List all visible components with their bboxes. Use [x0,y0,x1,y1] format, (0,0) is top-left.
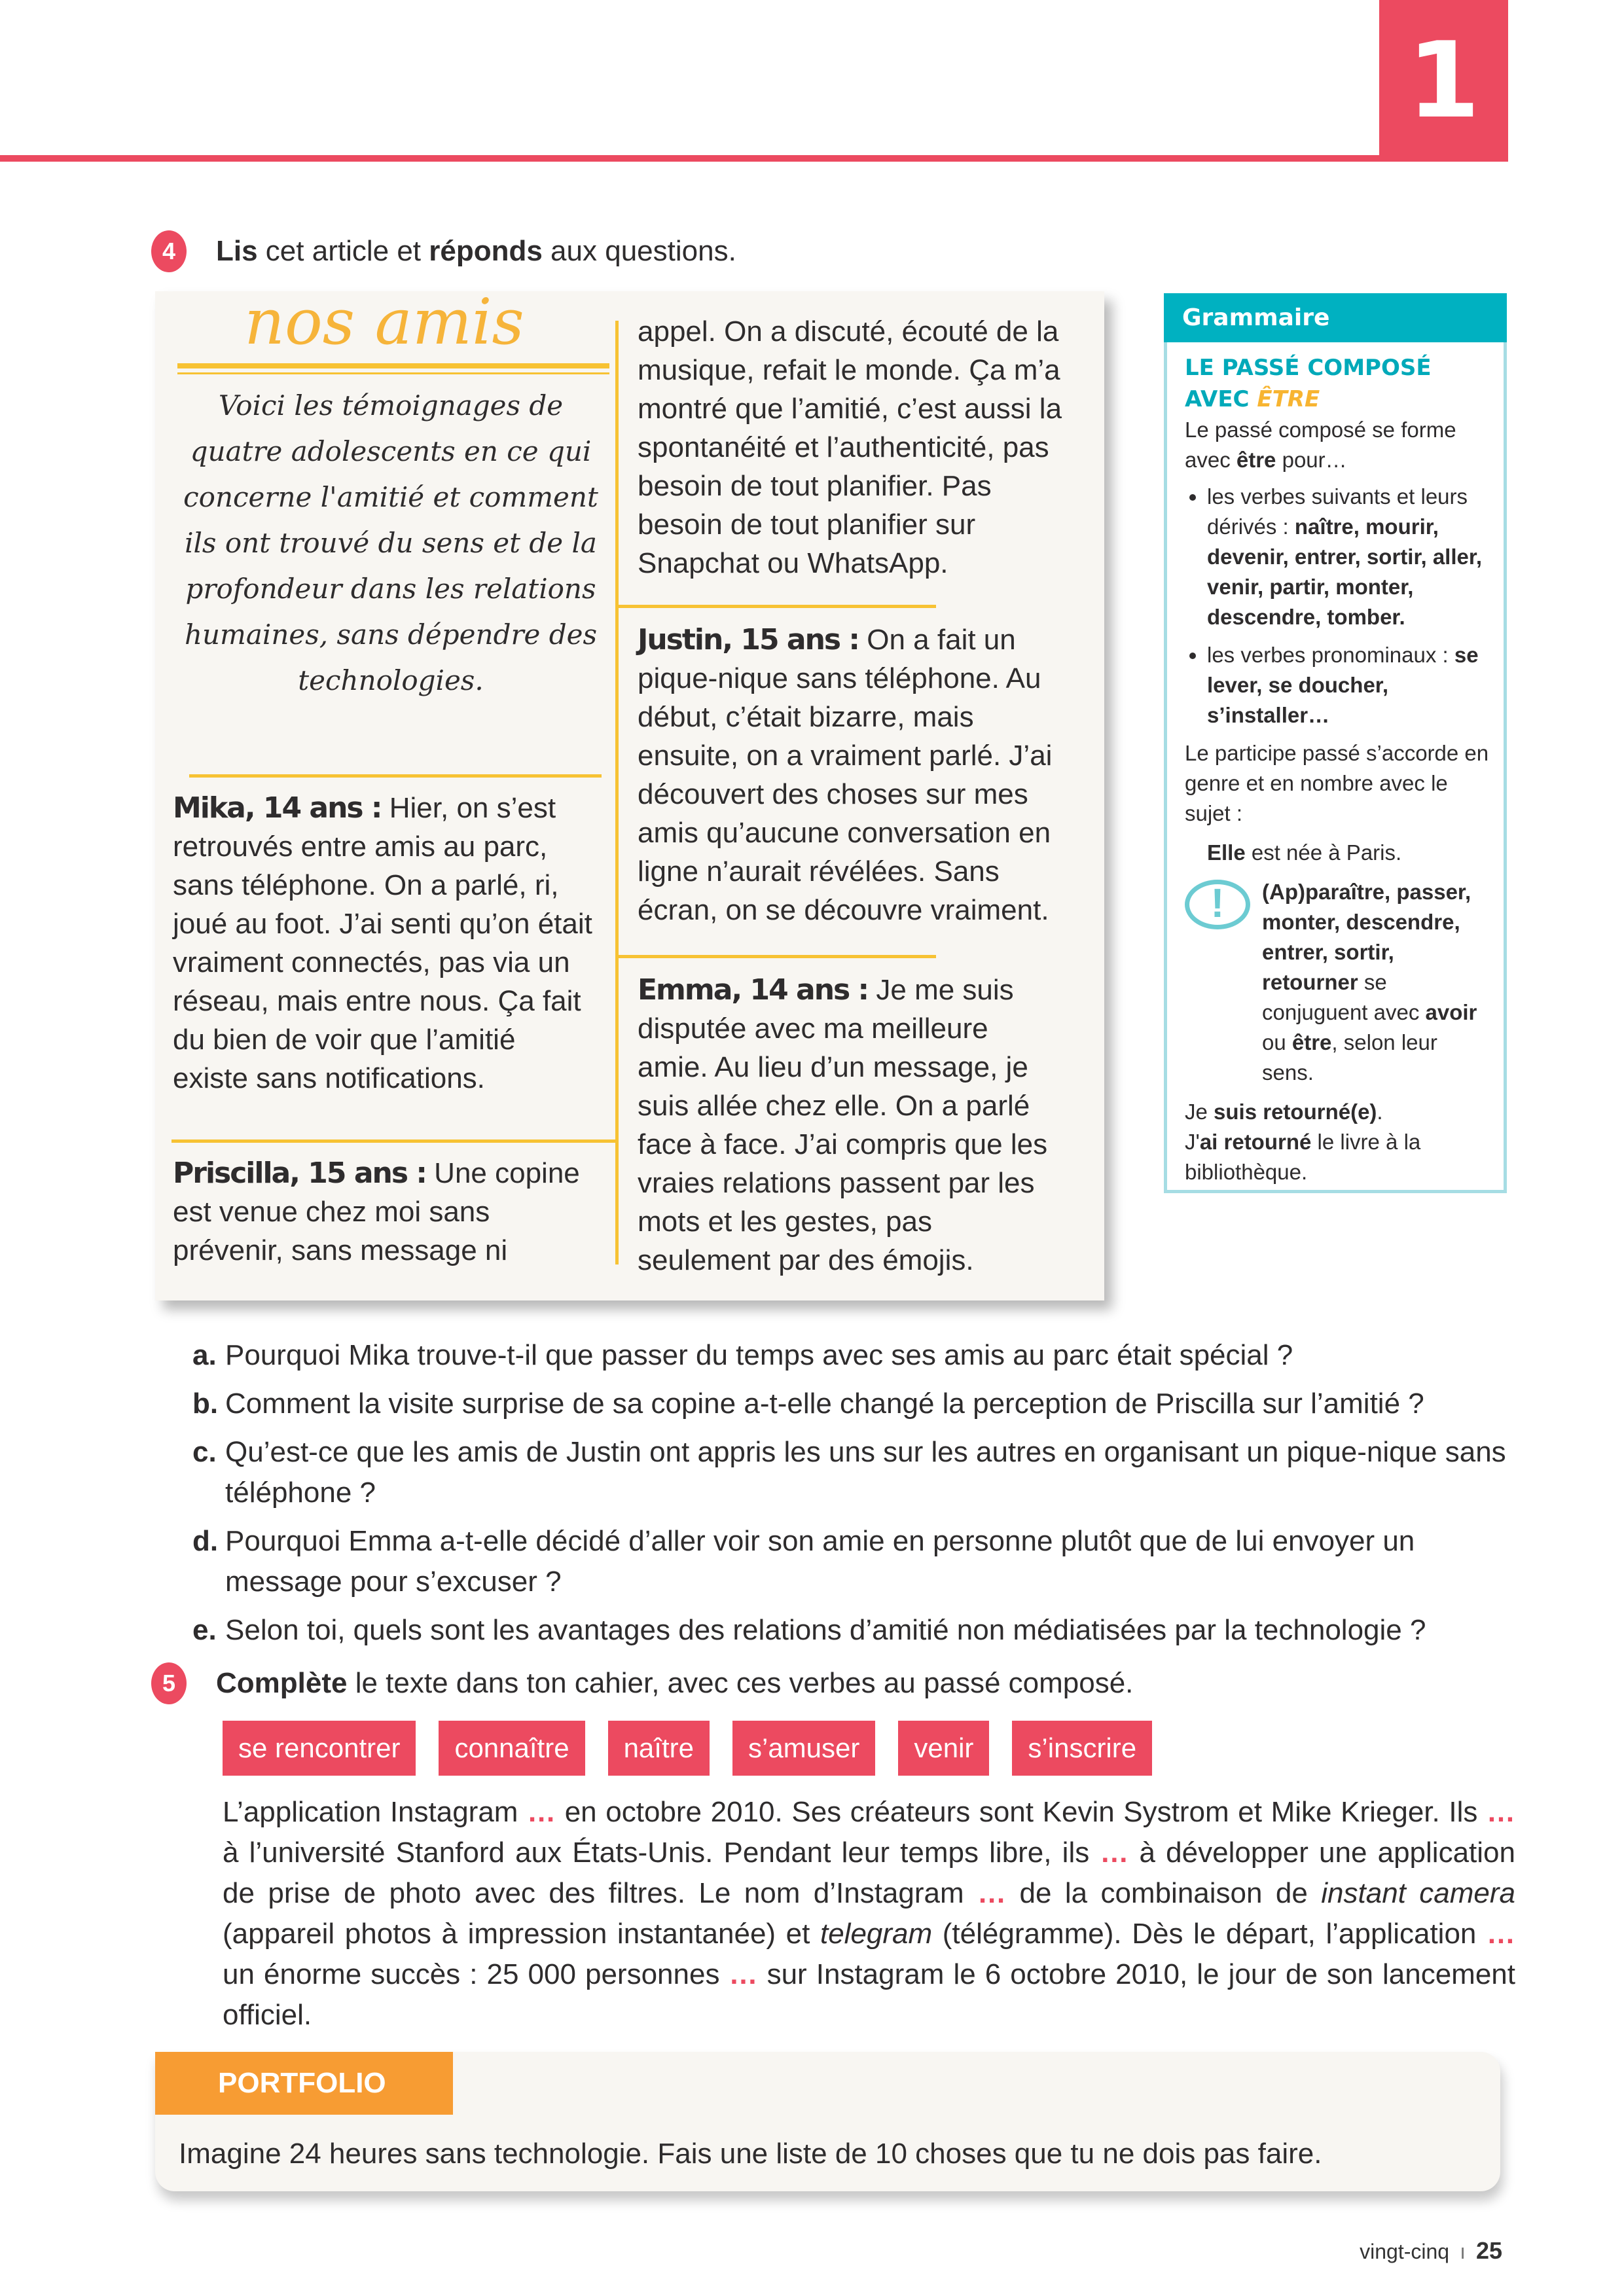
example-subject: Elle [1207,840,1246,865]
verb-bank [223,1721,1152,1776]
question-text: Pourquoi Mika trouve-t-il que passer du temps avec ses amis au parc était spécial ? [225,1339,1293,1371]
article-title: nos amis [244,285,524,359]
exercise-number: 5 [162,1670,176,1696]
cloze-text [223,1792,1515,2036]
warning-ou: ou [1262,1030,1292,1054]
speaker-name: Priscilla, 15 ans : [173,1157,426,1190]
example-text: Je [1185,1100,1214,1124]
verb-chip: s’amuser [732,1721,875,1776]
example-text: J' [1185,1130,1200,1154]
article-intro: Voici les témoignages de quatre adolescents en ce qui concerne l'amitié et comment ils ont trouvé du sens et de la profondeur dans les relations humaines, sans dépendre des technologies. [183,389,598,696]
testimony-text: On a fait un pique-nique sans téléphone. Au début, c’était bizarre, mais ensuite, on a vraiment parlé. J’ai découvert des choses sur mes amis qu’aucune conversation en ligne n’aurait révélées. Sans écran, on se découvre vraiment. [638,624,1053,926]
column-divider [615,321,619,1265]
exclamation-circle-icon: ! [1185,880,1250,929]
grammar-body [1185,352,1492,1187]
grammar-text: les verbes suivants et leurs dérivés : [1207,484,1468,539]
question-item [192,1610,1528,1651]
testimony-divider [171,1139,615,1143]
grammar-text: Le passé composé se forme avec [1185,418,1456,472]
grammar-rule-item [1207,640,1492,730]
cloze-blank: … [527,1796,556,1828]
cloze-segment: de la combinaison de [1006,1877,1322,1909]
grammar-title-line1: LE PASSÉ COMPOSÉ [1185,355,1432,381]
grammar-bold: être [1236,448,1276,472]
cloze-italic: telegram [820,1918,933,1950]
grammar-title-line2: AVEC [1185,386,1257,412]
verb-chip: naître [608,1721,710,1776]
grammar-verbs: se lever, se doucher, s’installer… [1207,643,1479,727]
question-letter: a. [192,1339,217,1371]
exercise-4-instruction [216,237,736,266]
page-number-words: vingt-cinq [1360,2240,1450,2263]
page-number: 25 [1475,2237,1502,2264]
testimony-mika [173,789,598,1098]
question-item [192,1432,1528,1513]
grammar-title [1185,352,1492,415]
grammar-header: Grammaire [1164,293,1507,342]
grammar-rule-list [1185,482,1492,730]
testimony-divider [619,955,936,958]
verb-chip: venir [898,1721,989,1776]
instruction-text: le texte dans ton cahier, avec ces verbes au passé composé. [347,1667,1134,1699]
testimony-justin [638,620,1063,929]
grammar-verbs: naître, mourir, devenir, entrer, sortir, aller, venir, partir, monter, descendre, tomber. [1207,514,1483,629]
testimony-emma [638,971,1063,1280]
cloze-blank: … [977,1877,1007,1909]
warning-text [1262,877,1492,1088]
question-item [192,1521,1528,1602]
testimony-text: Je me suis disputée avec ma meilleure amie. Au lieu d’un message, je suis allée chez elle. On a parlé face à face. J’ai compris que les vraies relations passent par les mots et les gestes, pas seulement par des émojis. [638,974,1048,1276]
cloze-blank: … [1100,1837,1129,1869]
cloze-italic: instant camera [1321,1877,1516,1909]
title-underline [177,363,609,368]
portfolio-card [155,2052,1500,2191]
cloze-segment: à l’université Stanford aux États-Unis. Pendant leur temps libre, ils [223,1837,1100,1869]
intro-divider [189,774,602,778]
cloze-blank: … [729,1958,758,1990]
question-item [192,1384,1528,1424]
instruction-text: cet article et [257,235,429,267]
warning-etre: être [1291,1030,1332,1054]
question-letter: e. [192,1614,217,1646]
chapter-number-tab [1379,0,1508,161]
question-letter: c. [192,1436,217,1468]
warning-end: , selon leur sens. [1262,1030,1437,1085]
exercise-5-instruction [216,1669,1133,1698]
question-text: Comment la visite surprise de sa copine a-t-elle changé la perception de Priscilla sur l’amitié ? [225,1388,1424,1420]
grammar-intro [1185,415,1492,475]
cloze-blank: … [1487,1918,1515,1950]
cloze-segment: un énorme succès : 25 000 personnes [223,1958,729,1990]
cloze-segment: (appareil photos à impression instantanée) et [223,1918,820,1950]
grammar-title-highlight: ÊTRE [1257,386,1320,412]
warning-verbs: (Ap)paraître, passer, monter, descendre, entrer, sortir, retourner [1262,880,1471,994]
exercise-number: 4 [162,238,176,264]
page-footer [1360,2237,1502,2265]
speaker-name: Emma, 14 ans : [638,973,869,1007]
grammar-box [1164,293,1507,1193]
verb-chip: se rencontrer [223,1721,416,1776]
example-text: le livre à la bibliothèque. [1185,1130,1421,1184]
footer-separator: ı [1460,2240,1466,2263]
article-card [155,285,1104,1300]
testimony-priscilla-continued [638,312,1063,583]
grammar-final-examples [1185,1097,1492,1187]
portfolio-task: Imagine 24 heures sans technologie. Fais une liste de 10 choses que tu ne dois pas faire. [179,2138,1322,2170]
title-underline-thin [177,372,609,374]
question-text: Selon toi, quels sont les avantages des relations d’amitié non médiatisées par la technologie ? [225,1614,1426,1646]
testimony-text: appel. On a discuté, écouté de la musique, refait le monde. Ça m’a montré que l’amitié, c’est aussi la spontanéité et l’authenticité, pas besoin de tout planifier. Pas besoin de tout planifier sur Snapchat ou WhatsApp. [638,315,1062,579]
question-item [192,1335,1528,1376]
cloze-segment: en octobre 2010. Ses créateurs sont Kevin Systrom et Mike Krieger. Ils [556,1796,1487,1828]
example-bold: ai retourné [1199,1130,1312,1154]
testimony-divider [619,605,936,608]
speaker-name: Justin, 15 ans : [638,623,859,656]
grammar-example [1185,838,1492,868]
cloze-blank: … [1487,1796,1515,1828]
testimony-text: Une copine est venue chez moi sans prévenir, sans message ni [173,1157,580,1266]
question-list [192,1335,1528,1659]
instruction-verb: réponds [429,235,543,267]
exercise-4-badge [151,230,187,272]
example-bold: suis retourné(e) [1214,1100,1377,1124]
grammar-text: les verbes pronominaux : [1207,643,1454,667]
chapter-number: 1 [1407,19,1481,141]
testimony-priscilla [173,1154,598,1270]
cloze-segment: L’application Instagram [223,1796,528,1828]
example-text: est née à Paris. [1245,840,1402,865]
grammar-warning [1185,877,1492,1088]
verb-chip: connaître [439,1721,585,1776]
speaker-name: Mika, 14 ans : [173,791,382,825]
example-text: . [1377,1100,1383,1124]
warning-avoir: avoir [1425,1000,1477,1024]
portfolio-label: PORTFOLIO [155,2052,453,2115]
instruction-verb: Lis [216,235,258,267]
instruction-text: aux questions. [542,235,736,267]
verb-chip: s’inscrire [1012,1721,1152,1776]
cloze-segment: à développer une application de prise de photo avec des filtres. Le nom d’Instagram [223,1837,1515,1909]
grammar-rule-item [1207,482,1492,632]
question-text: Qu’est-ce que les amis de Justin ont appris les uns sur les autres en organisant un pique-nique sans téléphone ? [225,1436,1506,1509]
question-letter: d. [192,1525,219,1557]
cloze-segment: (télégramme). Dès le départ, l’application [932,1918,1487,1950]
exercise-5-badge [151,1662,187,1704]
header-rule [0,155,1508,162]
question-text: Pourquoi Emma a-t-elle décidé d’aller voir son amie en personne plutôt que de lui envoyer un message pour s’excuser ? [225,1525,1415,1598]
grammar-text: pour… [1276,448,1347,472]
instruction-verb: Complète [216,1667,348,1699]
testimony-text: Hier, on s’est retrouvés entre amis au parc, sans téléphone. On a parlé, ri, joué au foot. J’ai senti qu’on était vraiment connectés, pas via un réseau, mais entre nous. Ça fait du bien de voir que l’amitié existe sans notifications. [173,792,592,1094]
grammar-agreement: Le participe passé s’accorde en genre et en nombre avec le sujet : [1185,741,1489,825]
warning-mid: se conjuguent avec [1262,970,1426,1024]
cloze-segment: sur Instagram le 6 octobre 2010, le jour de son lancement officiel. [223,1958,1515,2031]
question-letter: b. [192,1388,219,1420]
